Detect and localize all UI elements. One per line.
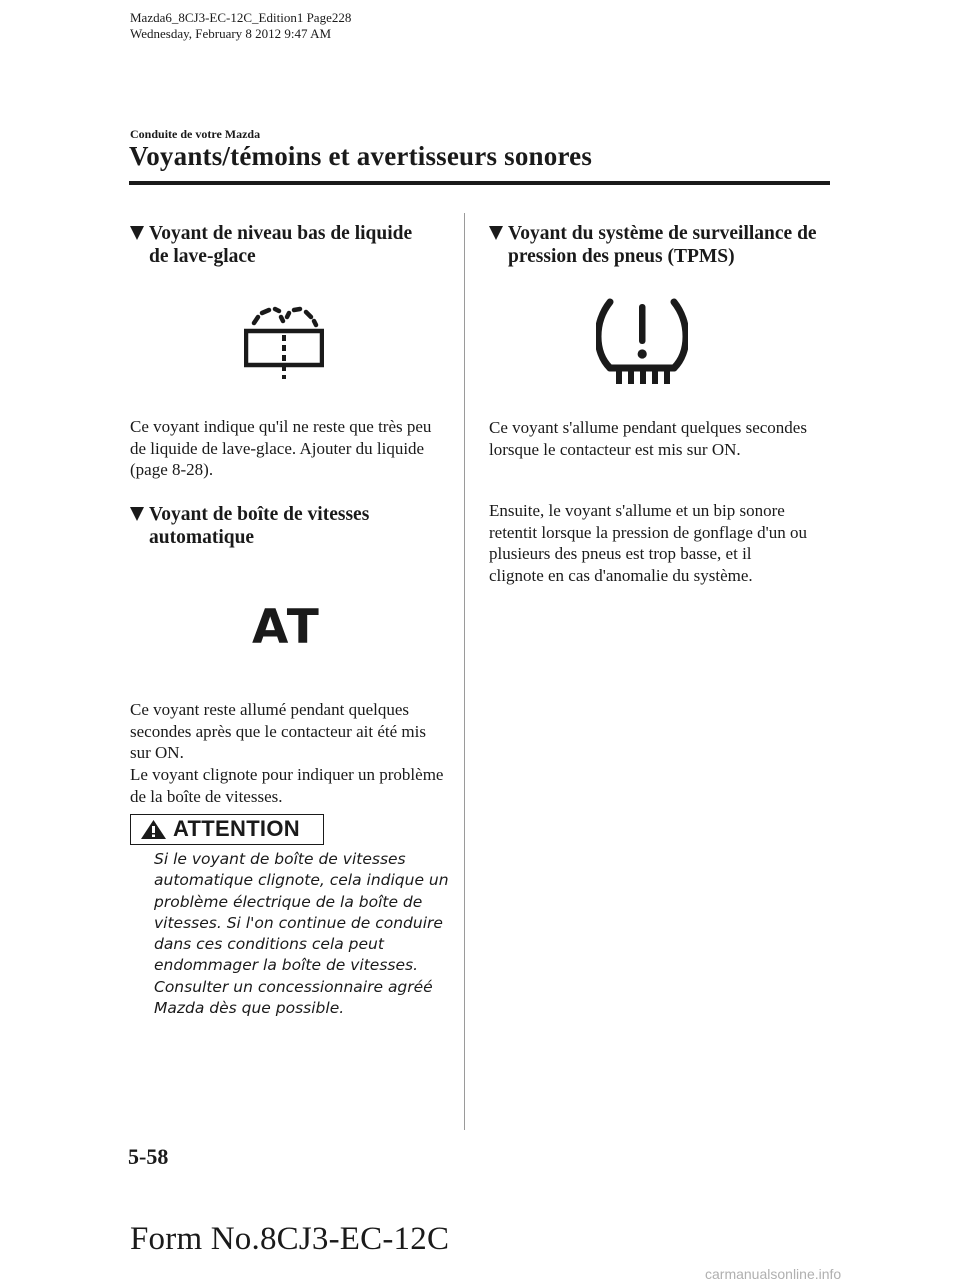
page-title: Voyants/témoins et avertisseurs sonores [129, 141, 593, 171]
watermark: carmanualsonline.info [705, 1266, 842, 1282]
warning-triangle-icon [140, 819, 167, 840]
automatic-transmission-icon: AT [252, 600, 321, 655]
tpms-text: Ce voyant s'allume pendant quelques secondes lorsque le contacteur est mis sur ON. [489, 418, 807, 459]
column-divider [464, 213, 465, 1130]
attention-label: ATTENTION [173, 816, 300, 841]
title-rule [129, 181, 830, 185]
at-text: Ce voyant reste allumé pendant quelques secondes après que le contacteur ait été mis sur ON. [130, 700, 426, 762]
washer-heading: Voyant de niveau bas de liquide de lave-glace [130, 222, 430, 268]
page-number: 5-58 [128, 1144, 169, 1169]
down-triangle-icon [130, 226, 144, 240]
at-text-2: Le voyant clignote pour indiquer un problème de la boîte de vitesses. [130, 765, 444, 806]
washer-text: Ce voyant indique qu'il ne reste que très peu de liquide de lave-glace. Ajouter du liquide (page 8-28). [130, 417, 432, 479]
print-header-line1: Mazda6_8CJ3-EC-12C_Edition1 Page228 [130, 10, 352, 25]
washer-fluid-icon [244, 301, 324, 381]
tpms-heading: Voyant du système de surveillance de pression des pneus (TPMS) [489, 222, 819, 268]
tire-pressure-icon [596, 296, 688, 388]
form-number: Form No.8CJ3-EC-12C [130, 1221, 450, 1257]
at-heading: Voyant de boîte de vitesses automatique [130, 503, 430, 549]
tpms-text-2: Ensuite, le voyant s'allume et un bip sonore retentit lorsque la pression de gonflage d'un ou plusieurs des pneus est trop basse, et il clignote en cas d'anomalie du système. [489, 501, 807, 585]
section-kicker: Conduite de votre Mazda [130, 127, 261, 141]
down-triangle-icon [130, 507, 144, 521]
attention-box [130, 814, 324, 845]
print-header-line2: Wednesday, February 8 2012 9:47 AM [130, 26, 332, 41]
print-header [130, 10, 351, 42]
attention-text: Si le voyant de boîte de vitesses automatique clignote, cela indique un problème électrique de la boîte de vitesses. Si l'on continue de conduire dans ces conditions cela peut endommager la boîte de vitesses. Consulter un concessionnaire agréé Mazda dès que possible. [154, 850, 449, 1018]
down-triangle-icon [489, 226, 503, 240]
